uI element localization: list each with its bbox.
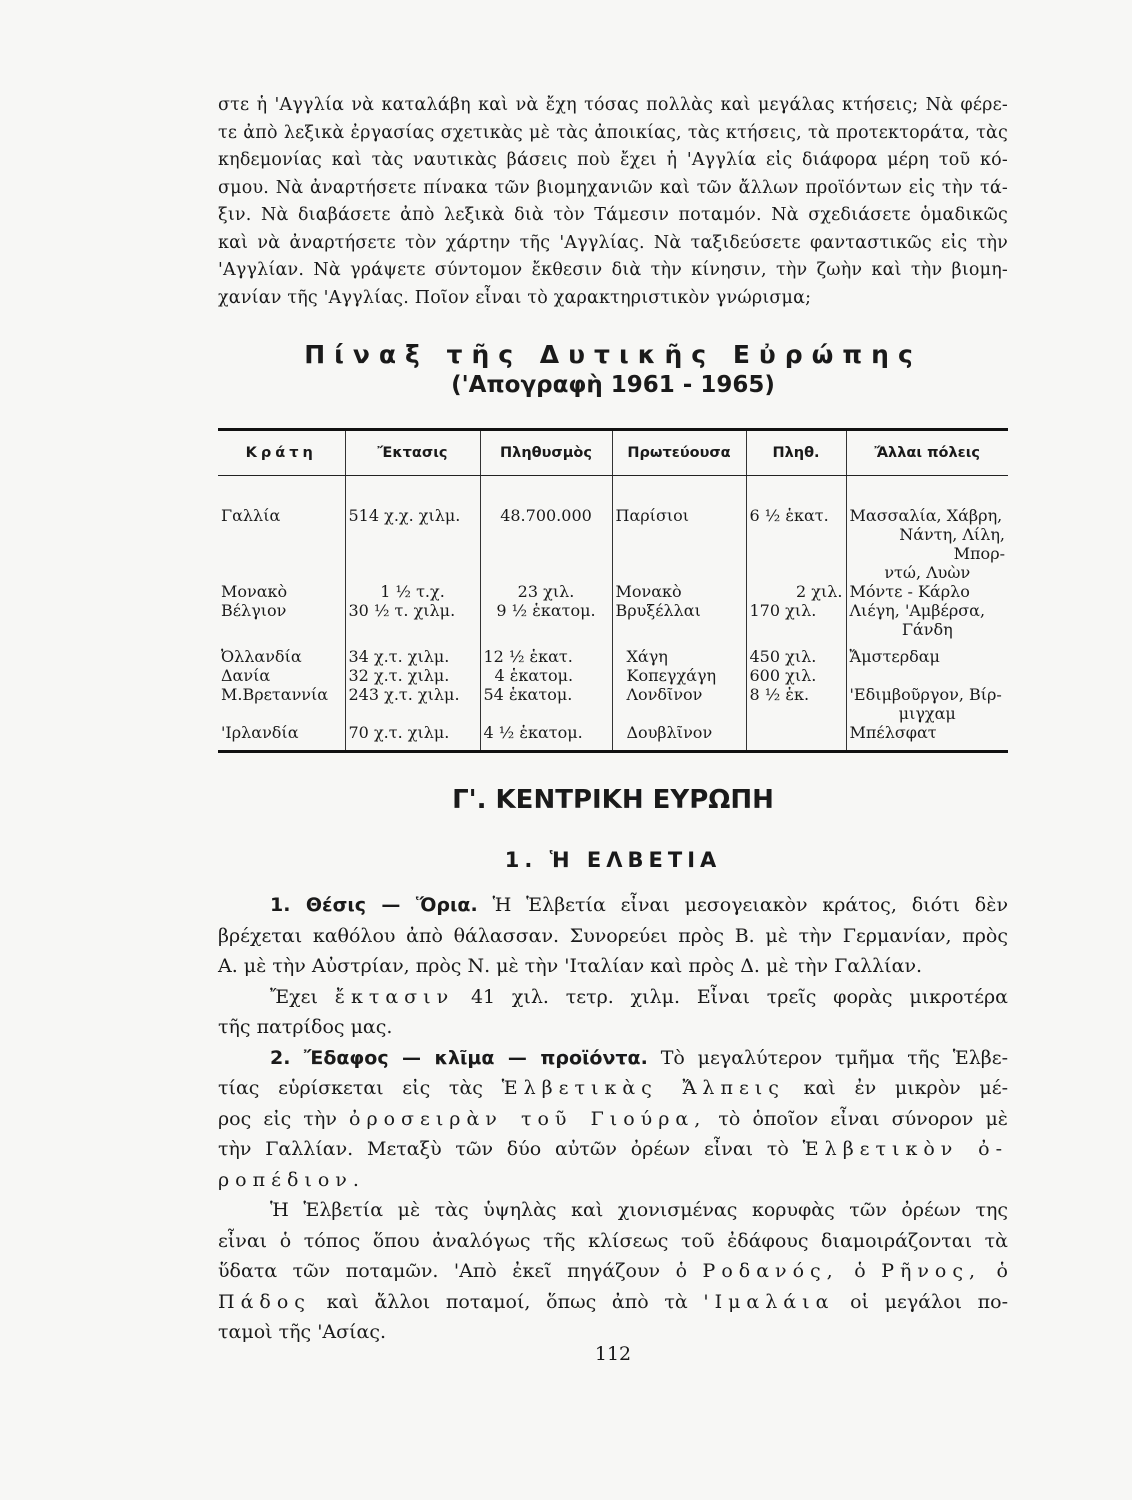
intro-line: σμου. Νὰ ἀναρτήσετε πίνακα τῶν βιομηχανιῶν καὶ τῶν ἄλλων προϊόντων εἰς τὴν τά-	[218, 177, 1008, 198]
body-text-run: καὶ ἐν μικρὸν μέ-	[803, 1077, 1009, 1099]
table-row	[218, 582, 1008, 601]
intro-line: ξιν. Νὰ διαβάσετε ἀπὸ λεξικὰ διὰ τὸν Τάμεσιν ποταμόν. Νὰ σχεδιάσετε ὁμαδικῶς	[218, 205, 1008, 225]
cell-capital-pop: 8 ½ ἑκ.	[746, 685, 846, 704]
table-row	[218, 704, 1008, 723]
cell-state: Ὀλλανδία	[221, 647, 302, 666]
cell-capital: Παρίσιοι	[612, 476, 746, 526]
cell-area: 1 ½ τ.χ.	[345, 582, 480, 601]
cell-capital	[612, 563, 746, 582]
cell-area: 30 ½ τ. χιλμ.	[345, 601, 480, 620]
col-header-other-cities: Ἄλλαι πόλεις	[846, 430, 1008, 476]
cell-state: 'Ιρλανδία	[221, 723, 299, 742]
emphasis-term: Ροδανός,	[702, 1260, 839, 1282]
table-row	[218, 620, 1008, 639]
body-line: ταμοὶ τῆς 'Ασίας.	[218, 1321, 387, 1343]
body-text-run: 41 χιλ. τετρ. χιλμ. Εἶναι τρεῖς φορὰς μικροτέρα	[470, 985, 1008, 1008]
body-text-run: Ἔχει	[270, 985, 318, 1008]
cell-other-cities: Λιέγη, 'Αμβέρσα,	[846, 601, 1008, 620]
table-row	[218, 601, 1008, 620]
cell-other-cities: μιγχαμ	[846, 704, 1008, 723]
cell-capital: Χάγη	[612, 639, 746, 666]
cell-area	[345, 563, 480, 582]
cell-state: Βέλγιον	[221, 601, 287, 620]
cell-population	[480, 563, 612, 582]
cell-capital: Μονακὸ	[612, 582, 746, 601]
emphasis-term: Πάδος	[218, 1290, 311, 1313]
body-line	[218, 982, 1008, 1013]
cell-other-cities: 'Εδιμβοῦργον, Βίρ-	[846, 685, 1008, 704]
cell-area	[345, 525, 480, 563]
cell-capital-pop: 2 χιλ.	[746, 582, 846, 601]
table-row	[218, 666, 1008, 685]
cell-capital-pop	[746, 723, 846, 752]
body-line	[218, 1287, 1008, 1318]
cell-area: 243 χ.τ. χιλμ.	[345, 685, 480, 704]
paragraph-label: 1. Θέσις — Ὅρια.	[270, 894, 478, 916]
cell-population: 48.700.000	[480, 476, 612, 526]
cell-population: 54 ἑκατομ.	[480, 685, 612, 704]
cell-population	[480, 525, 612, 563]
cell-capital: Κοπεγχάγη	[612, 666, 746, 685]
cell-area: 34 χ.τ. χιλμ.	[345, 639, 480, 666]
col-header-area: Ἔκτασις	[345, 430, 480, 476]
body-text-run: ὕδατα τῶν ποταμῶν. 'Απὸ ἐκεῖ πηγάζουν ὁ	[218, 1260, 688, 1282]
subsection-heading: 1. Ἡ ΕΛΒΕΤΙΑ	[504, 848, 722, 872]
table-subtitle: ('Απογραφὴ 1961 - 1965)	[451, 372, 775, 398]
body-line	[218, 890, 1008, 921]
cell-area: 514 χ.χ. χιλμ.	[345, 476, 480, 526]
cell-capital-pop: 600 χιλ.	[746, 666, 846, 685]
cell-other-cities: ντώ, Λυὼν	[846, 563, 1008, 582]
body-line	[218, 1256, 1008, 1287]
cell-state: Γαλλία	[221, 506, 281, 525]
col-header-population: Πληθυσμὸς	[480, 430, 612, 476]
emphasis-term: Ἑλβετικὰς Ἄλπεις	[501, 1077, 785, 1099]
cell-population	[480, 704, 612, 723]
col-header-capital: Πρωτεύουσα	[612, 430, 746, 476]
cell-other-cities: Ἄμστερδαμ	[846, 639, 1008, 666]
cell-area: 32 χ.τ. χιλμ.	[345, 666, 480, 685]
cell-population: 9 ½ ἑκατομ.	[480, 601, 612, 620]
cell-population	[480, 620, 612, 639]
cell-state	[218, 563, 345, 582]
cell-capital: Δουβλῖνον	[612, 723, 746, 752]
section-heading: Γ'. ΚΕΝΤΡΙΚΗ ΕΥΡΩΠΗ	[452, 785, 774, 815]
cell-other-cities: Μπέλσφατ	[846, 723, 1008, 752]
cell-capital-pop: 6 ½ ἑκατ.	[746, 476, 846, 526]
col-header-capital-pop: Πληθ.	[746, 430, 846, 476]
table-row	[218, 685, 1008, 704]
cell-capital	[612, 704, 746, 723]
cell-population: 23 χιλ.	[480, 582, 612, 601]
cell-capital	[612, 525, 746, 563]
cell-state	[218, 525, 345, 563]
emphasis-term: Ἑλβετικὸν ὀ-	[802, 1138, 1008, 1160]
cell-other-cities: Μασσαλία, Χάβρη,	[846, 476, 1008, 526]
table-row	[218, 476, 1008, 526]
table-row	[218, 563, 1008, 582]
cell-capital-pop	[746, 704, 846, 723]
body-text-run: ὁ	[996, 1260, 1008, 1282]
cell-population: 12 ½ ἑκατ.	[480, 639, 612, 666]
cell-state: Μονακὸ	[221, 582, 288, 601]
cell-population: 4 ἑκατομ.	[480, 666, 612, 685]
cell-capital-pop: 450 χιλ.	[746, 639, 846, 666]
emphasis-term: 'Ιμαλάια	[703, 1290, 835, 1313]
body-text-run: οἱ μεγάλοι πο-	[850, 1290, 1009, 1313]
cell-state	[218, 620, 345, 639]
col-header-state: Κράτη	[218, 430, 345, 476]
body-text-run: Ἡ Ἑλβετία εἶναι μεσογειακὸν κράτος, διότι δὲν	[492, 894, 1008, 916]
table-title: Πίναξ τῆς Δυτικῆς Εὐρώπης	[304, 340, 922, 369]
emphasis-term: Ρῆνος,	[881, 1260, 982, 1282]
cell-area	[345, 620, 480, 639]
intro-line: τε ἀπὸ λεξικὰ ἐργασίας σχετικὰς μὲ τὰς ἀποικίας, τὰς κτήσεις, τὰ προτεκτοράτα, τὰς	[218, 122, 1008, 143]
body-text-run: Τὸ μεγαλύτερον τμῆμα τῆς Ἑλβε-	[660, 1046, 1008, 1069]
table-row	[218, 639, 1008, 666]
table-row	[218, 723, 1008, 752]
emphasis-term: ἔκτασιν	[334, 985, 455, 1008]
body-line	[218, 1134, 1008, 1165]
intro-line: κηδεμονίας καὶ τὰς ναυτικὰς βάσεις ποὺ ἔχει ἡ 'Αγγλία εἰς διάφορα μέρη τοῦ κό-	[218, 150, 1008, 170]
cell-capital	[612, 620, 746, 639]
cell-population: 4 ½ ἑκατομ.	[480, 723, 612, 752]
body-line: τῆς πατρίδος μας.	[218, 1016, 393, 1038]
census-table	[218, 428, 1008, 753]
intro-line: 'Αγγλίαν. Νὰ γράψετε σύντομον ἔκθεσιν διὰ τὴν κίνησιν, τὴν ζωὴν καὶ τὴν βιομη-	[218, 260, 1008, 280]
body-text	[218, 890, 1008, 1348]
table-row	[218, 525, 1008, 563]
body-line: Ἡ Ἑλβετία μὲ τὰς ὑψηλὰς καὶ χιονισμένας κορυφὰς τῶν ὀρέων της	[270, 1199, 1008, 1221]
body-text-run: ρος εἰς τὴν	[218, 1107, 337, 1130]
cell-capital-pop: 170 χιλ.	[746, 601, 846, 620]
cell-state	[218, 704, 345, 723]
cell-area	[345, 704, 480, 723]
body-line: ροπέδιον.	[218, 1168, 365, 1191]
body-line	[218, 1043, 1008, 1074]
body-text-run: τὴν Γαλλίαν. Μεταξὺ τῶν δύο αὐτῶν ὀρέων εἶναι τὸ	[218, 1138, 789, 1160]
cell-state: Μ.Βρεταννία	[221, 685, 329, 704]
cell-other-cities: Μόντε - Κάρλο	[846, 582, 1008, 601]
cell-other-cities	[846, 666, 1008, 685]
cell-other-cities: Νάντη, Λίλη, Μπορ-	[846, 525, 1008, 563]
emphasis-term: ὀροσειρὰν τοῦ Γιούρα,	[349, 1107, 707, 1130]
body-text-run: τὸ ὁποῖον εἶναι σύνορον μὲ	[718, 1107, 1008, 1130]
intro-line: χανίαν τῆς 'Αγγλίας. Ποῖον εἶναι τὸ χαρακτηριστικὸν γνώρισμα;	[218, 287, 812, 308]
body-text-run: ὁ	[854, 1260, 866, 1282]
body-line	[218, 1073, 1008, 1104]
cell-capital-pop	[746, 563, 846, 582]
cell-capital: Βρυξέλλαι	[612, 601, 746, 620]
cell-area: 70 χ.τ. χιλμ.	[345, 723, 480, 752]
table-header-row	[218, 430, 1008, 476]
body-line: εἶναι ὁ τόπος ὅπου ἀναλόγως τῆς κλίσεως τοῦ ἐδάφους διαμοιράζονται τὰ	[218, 1229, 1008, 1252]
body-text-run: καὶ ἄλλοι ποταμοί, ὅπως ἀπὸ τὰ	[326, 1290, 688, 1313]
cell-capital-pop	[746, 525, 846, 563]
paragraph-label: 2. Ἔδαφος — κλῖμα — προϊόντα.	[270, 1046, 648, 1069]
body-line: βρέχεται καθόλου ἀπὸ θάλασσαν. Συνορεύει πρὸς Β. μὲ τὴν Γερμανίαν, πρὸς	[218, 924, 1008, 947]
page-number: 112	[594, 1343, 632, 1365]
cell-state: Δανία	[221, 666, 271, 685]
body-text-run: τίας εὑρίσκεται εἰς τὰς	[218, 1077, 483, 1099]
cell-capital: Λονδῖνον	[612, 685, 746, 704]
cell-other-cities: Γάνδη	[846, 620, 1008, 639]
cell-capital-pop	[746, 620, 846, 639]
intro-line: στε ἡ 'Αγγλία νὰ καταλάβη καὶ νὰ ἔχη τόσας πολλὰς καὶ μεγάλας κτήσεις; Νὰ φέρε-	[218, 95, 1008, 115]
body-line: Α. μὲ τὴν Αὐστρίαν, πρὸς Ν. μὲ τὴν 'Ιταλίαν καὶ πρὸς Δ. μὲ τὴν Γαλλίαν.	[218, 955, 923, 977]
intro-line: καὶ νὰ ἀναρτήσετε τὸν χάρτην τῆς 'Αγγλίας. Νὰ ταξιδεύσετε φανταστικῶς εἰς τὴν	[218, 232, 1008, 253]
body-line	[218, 1104, 1008, 1135]
intro-paragraph	[218, 92, 1008, 312]
